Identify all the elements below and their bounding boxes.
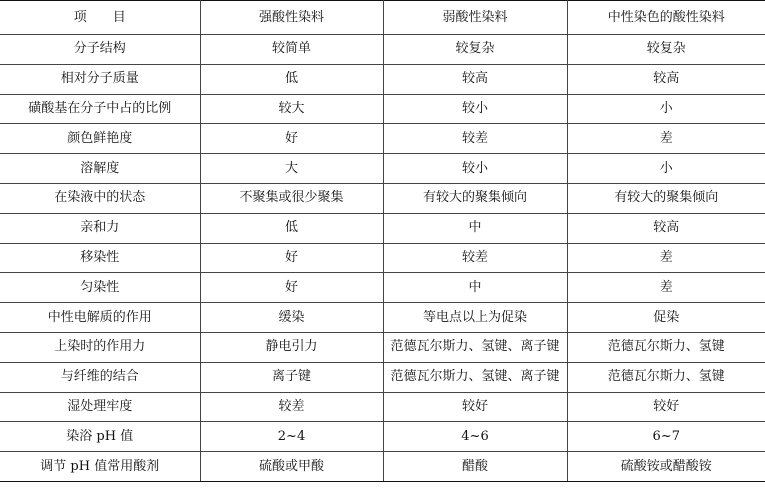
cell-weak-acid: 4~6 — [383, 422, 567, 452]
cell-neutral-acid: 较高 — [567, 64, 765, 94]
cell-weak-acid: 较差 — [383, 243, 567, 273]
cell-weak-acid: 醋酸 — [383, 452, 567, 482]
table-row — [0, 124, 765, 154]
table-row — [0, 35, 765, 65]
cell-neutral-acid: 硫酸铵或醋酸铵 — [567, 452, 765, 482]
cell-weak-acid: 范德瓦尔斯力、氢键、离子键 — [383, 332, 567, 362]
cell-strong-acid: 低 — [200, 213, 383, 243]
header-neutral-acid-dye: 中性染色的酸性染料 — [567, 1, 765, 35]
header-weak-acid-dye: 弱酸性染料 — [383, 1, 567, 35]
table-row — [0, 213, 765, 243]
cell-strong-acid: 较大 — [200, 94, 383, 124]
cell-item: 移染性 — [0, 243, 200, 273]
cell-neutral-acid: 范德瓦尔斯力、氢键 — [567, 332, 765, 362]
table-row — [0, 452, 765, 482]
cell-item: 上染时的作用力 — [0, 332, 200, 362]
cell-item: 颜色鲜艳度 — [0, 124, 200, 154]
cell-item: 调节 pH 值常用酸剂 — [0, 452, 200, 482]
table-row — [0, 183, 765, 213]
cell-weak-acid: 较小 — [383, 154, 567, 184]
table-row — [0, 303, 765, 333]
cell-weak-acid: 较小 — [383, 94, 567, 124]
cell-neutral-acid: 差 — [567, 124, 765, 154]
cell-neutral-acid: 较复杂 — [567, 35, 765, 65]
cell-neutral-acid: 6~7 — [567, 422, 765, 452]
cell-strong-acid: 较差 — [200, 392, 383, 422]
cell-item: 匀染性 — [0, 273, 200, 303]
cell-weak-acid: 有较大的聚集倾向 — [383, 183, 567, 213]
cell-strong-acid: 2~4 — [200, 422, 383, 452]
cell-strong-acid: 低 — [200, 64, 383, 94]
cell-item: 分子结构 — [0, 35, 200, 65]
cell-weak-acid: 中 — [383, 213, 567, 243]
cell-item: 与纤维的结合 — [0, 362, 200, 392]
cell-item: 湿处理牢度 — [0, 392, 200, 422]
cell-strong-acid: 静电引力 — [200, 332, 383, 362]
table-row — [0, 243, 765, 273]
cell-neutral-acid: 较好 — [567, 392, 765, 422]
table-row — [0, 392, 765, 422]
cell-item: 中性电解质的作用 — [0, 303, 200, 333]
cell-item: 在染液中的状态 — [0, 183, 200, 213]
table-header — [0, 1, 765, 35]
cell-weak-acid: 较差 — [383, 124, 567, 154]
cell-strong-acid: 不聚集或很少聚集 — [200, 183, 383, 213]
cell-weak-acid: 较高 — [383, 64, 567, 94]
header-strong-acid-dye: 强酸性染料 — [200, 1, 383, 35]
cell-strong-acid: 好 — [200, 243, 383, 273]
cell-neutral-acid: 小 — [567, 154, 765, 184]
cell-strong-acid: 大 — [200, 154, 383, 184]
cell-strong-acid: 缓染 — [200, 303, 383, 333]
table-row — [0, 64, 765, 94]
table-body — [0, 35, 765, 482]
cell-strong-acid: 硫酸或甲酸 — [200, 452, 383, 482]
table-row — [0, 154, 765, 184]
cell-neutral-acid: 差 — [567, 243, 765, 273]
cell-weak-acid: 等电点以上为促染 — [383, 303, 567, 333]
cell-strong-acid: 好 — [200, 273, 383, 303]
cell-neutral-acid: 范德瓦尔斯力、氢键 — [567, 362, 765, 392]
cell-neutral-acid: 促染 — [567, 303, 765, 333]
cell-weak-acid: 较好 — [383, 392, 567, 422]
cell-strong-acid: 好 — [200, 124, 383, 154]
table-row — [0, 273, 765, 303]
cell-neutral-acid: 小 — [567, 94, 765, 124]
cell-item: 亲和力 — [0, 213, 200, 243]
table-row — [0, 332, 765, 362]
cell-item: 染浴 pH 值 — [0, 422, 200, 452]
cell-neutral-acid: 差 — [567, 273, 765, 303]
cell-weak-acid: 较复杂 — [383, 35, 567, 65]
cell-neutral-acid: 有较大的聚集倾向 — [567, 183, 765, 213]
cell-neutral-acid: 较高 — [567, 213, 765, 243]
table-row — [0, 422, 765, 452]
table-row — [0, 362, 765, 392]
header-item: 项 目 — [0, 1, 200, 35]
cell-item: 溶解度 — [0, 154, 200, 184]
cell-item: 相对分子质量 — [0, 64, 200, 94]
cell-strong-acid: 离子键 — [200, 362, 383, 392]
table-row — [0, 94, 765, 124]
cell-weak-acid: 中 — [383, 273, 567, 303]
cell-strong-acid: 较简单 — [200, 35, 383, 65]
cell-item: 磺酸基在分子中占的比例 — [0, 94, 200, 124]
header-row — [0, 1, 765, 35]
cell-weak-acid: 范德瓦尔斯力、氢键、离子键 — [383, 362, 567, 392]
